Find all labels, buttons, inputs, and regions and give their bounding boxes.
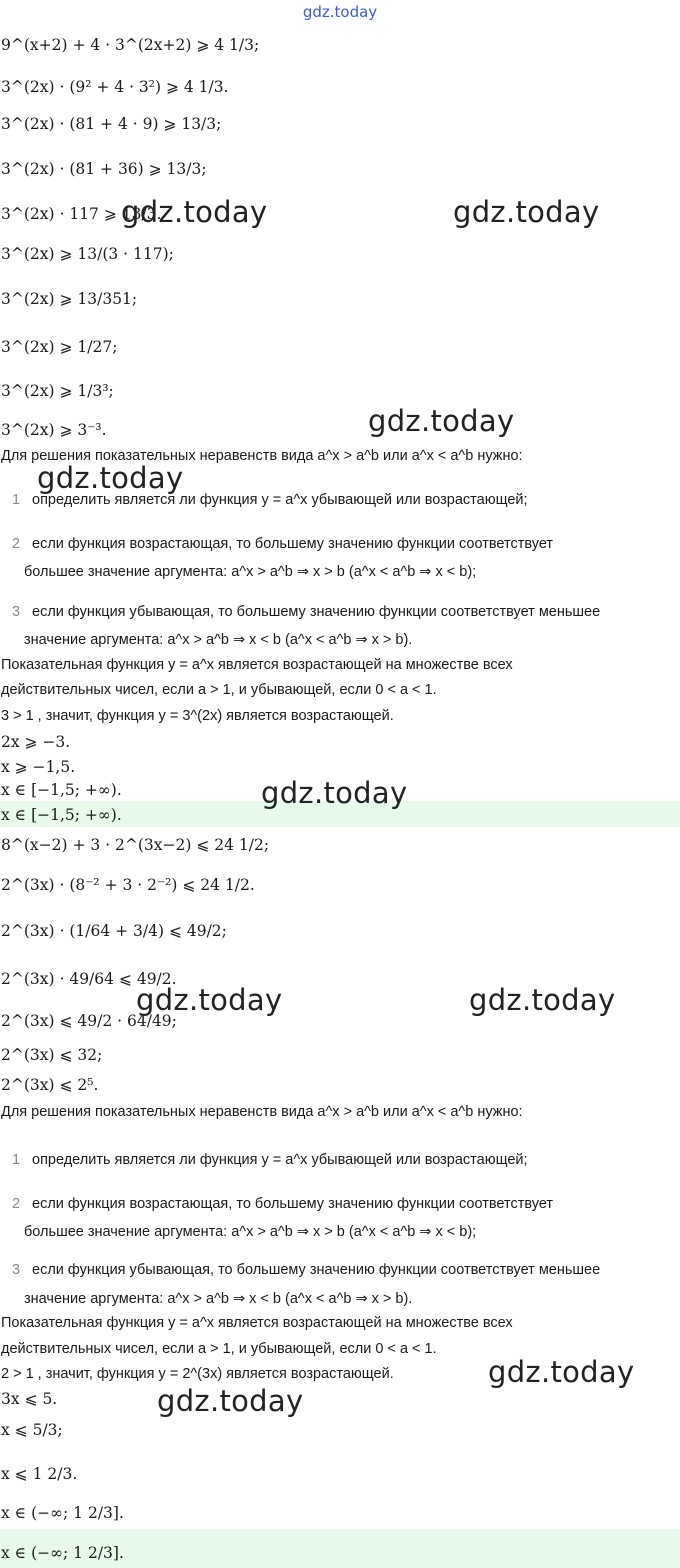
list-text: определить является ли функция y = a^x убывающей или возрастающей; [32,1152,528,1168]
equation-line: x ⩽ 1 2/3. [1,1465,78,1483]
equation-line: 3^(2x) · (81 + 36) ⩾ 13/3; [1,160,207,178]
equation-line: 2^(3x) ⩽ 32; [1,1046,103,1064]
list-text: определить является ли функция y = a^x убывающей или возрастающей; [32,492,528,508]
property-text: действительных чисел, если a > 1, и убывающей, если 0 < a < 1. [1,1341,437,1357]
equation-line: 9^(x+2) + 4 · 3^(2x+2) ⩾ 4 1/3; [1,36,260,54]
property-text: Показательная функция y = a^x является возрастающей на множестве всех [1,657,513,673]
answer-line: x ∈ [−1,5; +∞). [1,806,122,824]
equation-line: 3^(2x) · (9² + 4 · 3²) ⩾ 4 1/3. [1,78,229,96]
equation-line: 3x ⩽ 5. [1,1390,58,1408]
equation-line: 3^(2x) · 117 ⩾ 13/3. [1,205,162,223]
list-item [12,1196,553,1212]
list-text: если функция возрастающая, то большему значению функции соответствует [32,536,554,552]
list-number: 3 [12,604,21,620]
equation-line: 3^(2x) ⩾ 1/3³; [1,382,114,400]
equation-line: 2^(3x) · (1/64 + 3/4) ⩽ 49/2; [1,922,227,940]
equation-line: x ⩾ −1,5. [1,758,76,776]
equation-line: x ∈ (−∞; 1 2/3]. [1,1504,124,1522]
list-item [12,1262,600,1278]
conclusion-text: 3 > 1 , значит, функция y = 3^(2x) является возрастающей. [1,708,394,724]
equation-line: 2^(3x) · (8⁻² + 3 · 2⁻²) ⩽ 24 1/2. [1,876,255,894]
equation-line: x ∈ [−1,5; +∞). [1,781,122,799]
list-text-continued: значение аргумента: a^x > a^b ⇒ x < b (a^x < a^b ⇒ x > b). [24,1291,413,1307]
list-text: если функция возрастающая, то большему значению функции соответствует [32,1196,554,1212]
watermark: gdz.today [368,404,515,438]
answer-line: x ∈ (−∞; 1 2/3]. [1,1544,124,1562]
list-text: если функция убывающая, то большему значению функции соответствует меньшее [32,604,601,620]
intro-text: Для решения показательных неравенств вида a^x > a^b или a^x < a^b нужно: [1,1104,523,1120]
list-number: 2 [12,1196,21,1212]
equation-line: 3^(2x) ⩾ 13/(3 · 117); [1,245,174,263]
watermark: gdz.today [453,195,600,229]
conclusion-text: 2 > 1 , значит, функция y = 2^(3x) является возрастающей. [1,1366,394,1382]
watermark: gdz.today [136,983,283,1017]
intro-text: Для решения показательных неравенств вида a^x > a^b или a^x < a^b нужно: [1,448,523,464]
equation-line: 3^(2x) ⩾ 13/351; [1,290,138,308]
watermark: gdz.today [488,1355,635,1389]
list-number: 3 [12,1262,21,1278]
watermark-top: gdz.today [302,3,378,21]
watermark: gdz.today [469,983,616,1017]
watermark: gdz.today [121,195,268,229]
watermark: gdz.today [157,1384,304,1418]
equation-line: 3^(2x) · (81 + 4 · 9) ⩾ 13/3; [1,115,222,133]
list-number: 1 [12,1152,21,1168]
property-text: действительных чисел, если a > 1, и убывающей, если 0 < a < 1. [1,682,437,698]
equation-line: 2x ⩾ −3. [1,733,71,751]
list-item [12,604,600,620]
list-item [12,1152,528,1168]
list-text: если функция убывающая, то большему значению функции соответствует меньшее [32,1262,601,1278]
list-text-continued: большее значение аргумента: a^x > a^b ⇒ x > b (a^x < a^b ⇒ x < b); [24,1224,477,1240]
equation-line: 2^(3x) ⩽ 49/2 · 64/49; [1,1012,177,1030]
list-text-continued: большее значение аргумента: a^x > a^b ⇒ x > b (a^x < a^b ⇒ x < b); [24,564,477,580]
equation-line: 8^(x−2) + 3 · 2^(3x−2) ⩽ 24 1/2; [1,836,270,854]
list-number: 1 [12,492,21,508]
equation-line: 2^(3x) ⩽ 2⁵. [1,1076,99,1094]
list-text-continued: значение аргумента: a^x > a^b ⇒ x < b (a^x < a^b ⇒ x > b). [24,632,413,648]
list-item [12,536,553,552]
equation-line: 3^(2x) ⩾ 1/27; [1,338,118,356]
equation-line: x ⩽ 5/3; [1,1421,63,1439]
equation-line: 3^(2x) ⩾ 3⁻³. [1,421,107,439]
property-text: Показательная функция y = a^x является возрастающей на множестве всех [1,1315,513,1331]
list-number: 2 [12,536,21,552]
watermark: gdz.today [37,461,184,495]
equation-line: 2^(3x) · 49/64 ⩽ 49/2. [1,970,177,988]
watermark: gdz.today [261,776,408,810]
